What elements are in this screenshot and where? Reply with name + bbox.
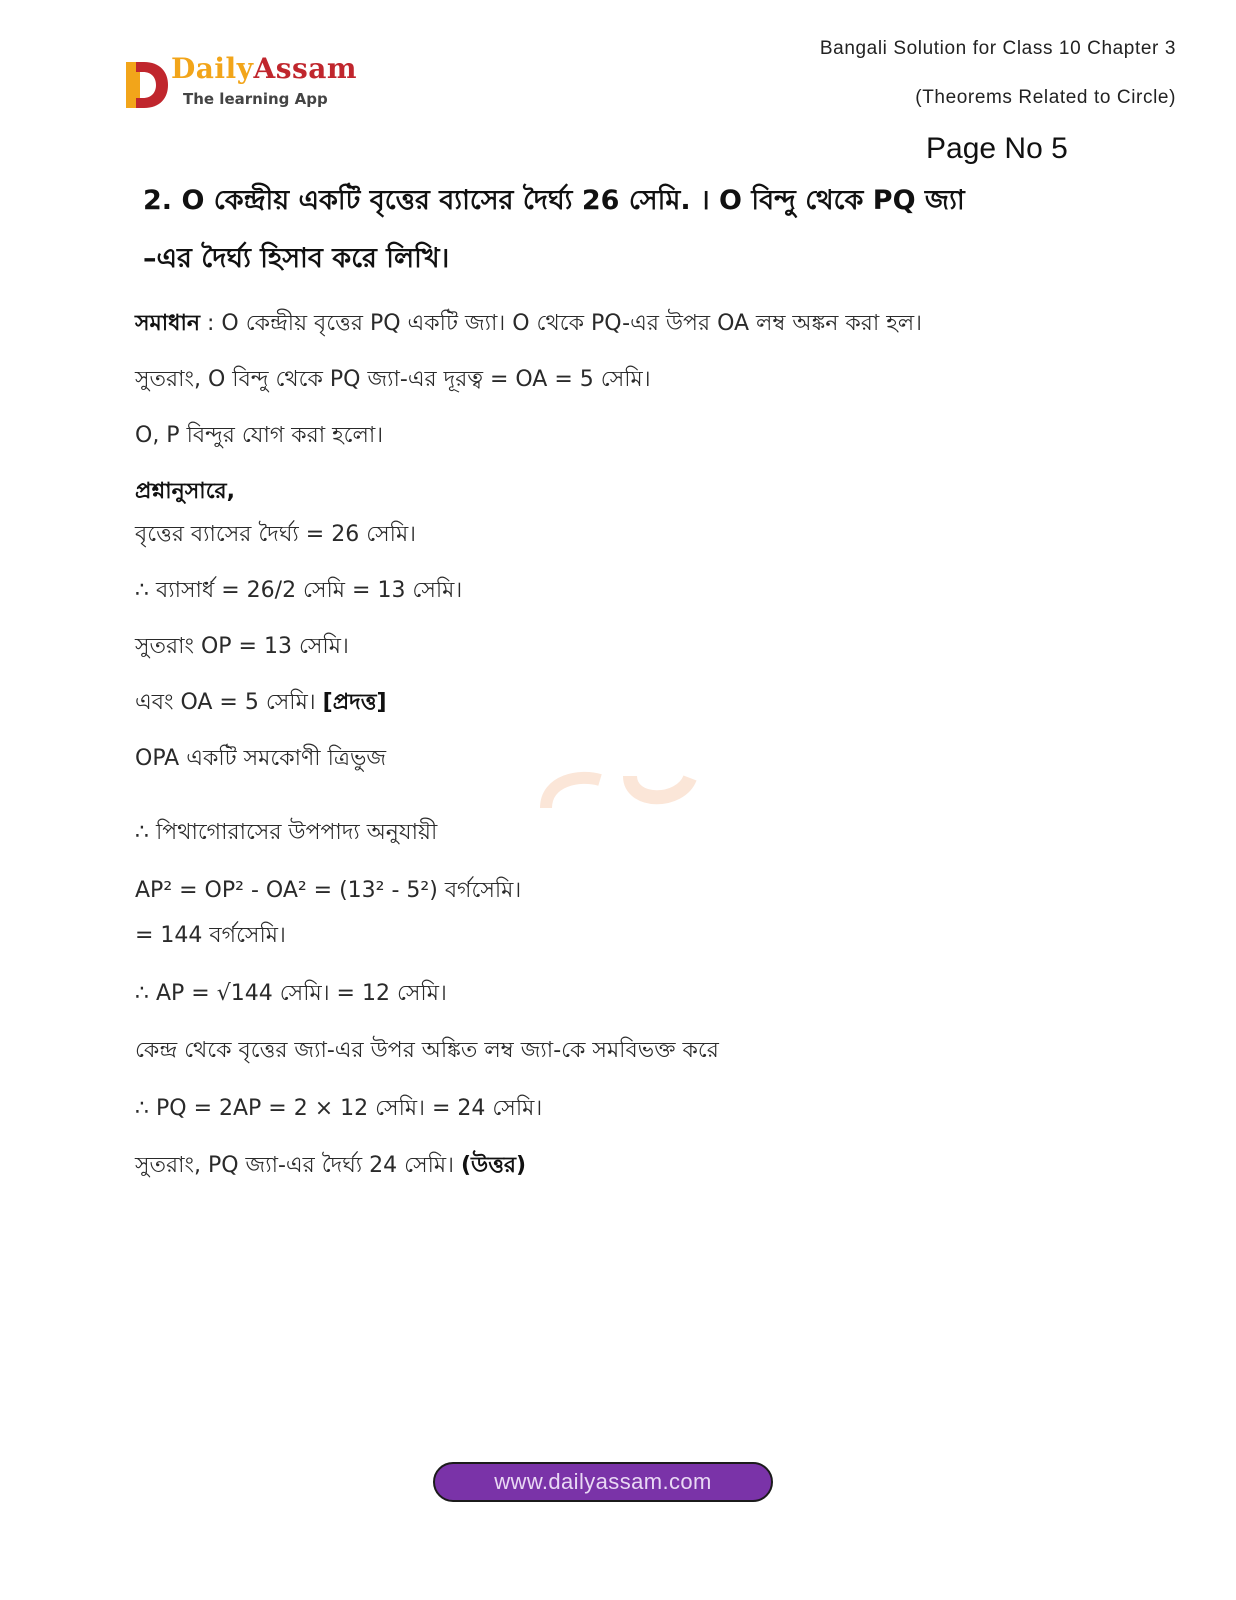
logo-d-icon <box>126 58 170 112</box>
solution-line-13: ∴ AP = √144 সেমি। = 12 সেমি। <box>135 981 447 1006</box>
solution-intro-text: : O কেন্দ্রীয় বৃত্তের PQ একটি জ্যা। O থেকে PQ-এর উপর OA লম্ব অঙ্কন করা হল। <box>199 311 923 336</box>
solution-line-8 <box>135 685 387 722</box>
question-line-1: 2. O কেন্দ্রীয় একটি বৃত্তের ব্যাসের দৈর্ঘ্য 26 সেমি. । O বিন্দু থেকে PQ জ্যা <box>143 185 965 216</box>
given-tag: [প্রদত্ত] <box>322 690 387 715</box>
solution-line-2: সুতরাং, O বিন্দু থেকে PQ জ্যা-এর দূরত্ব = OA = 5 সেমি। <box>135 367 651 392</box>
solution-line-16 <box>135 1148 526 1185</box>
solution-label: সমাধান <box>135 311 200 336</box>
website-link[interactable]: www.dailyassam.com <box>433 1462 773 1502</box>
solution-line-12: = 144 বর্গসেমি। <box>135 923 286 948</box>
solution-line-5: বৃত্তের ব্যাসের দৈর্ঘ্য = 26 সেমি। <box>135 522 417 547</box>
logo-wordmark <box>171 52 357 85</box>
solution-line-9: OPA একটি সমকোণী ত্রিভুজ <box>135 746 387 771</box>
solution-line-11: AP² = OP² - OA² = (13² - 5²) বর্গসেমি। <box>135 878 522 903</box>
question-line-2: –এর দৈর্ঘ্য হিসাব করে লিখি। <box>143 243 450 274</box>
solution-line-16-text: সুতরাং, PQ জ্যা-এর দৈর্ঘ্য 24 সেমি। <box>135 1153 461 1178</box>
solution-heading-text: প্রশ্নানুসারে, <box>135 479 235 504</box>
solution-line-7: সুতরাং OP = 13 সেমি। <box>135 634 349 659</box>
header-chapter: (Theorems Related to Circle) <box>915 87 1176 108</box>
logo-tagline: The learning App <box>183 90 328 108</box>
solution-line-6: ∴ ব্যাসার্ধ = 26/2 সেমি = 13 সেমি। <box>135 578 463 603</box>
logo-word-assam: Assam <box>253 52 357 85</box>
solution-line-8-text: এবং OA = 5 সেমি। <box>135 690 323 715</box>
dailyassam-logo <box>126 52 366 116</box>
solution-line-10: ∴ পিথাগোরাসের উপপাদ্য অনুযায়ী <box>135 820 438 845</box>
logo-word-daily: Daily <box>171 52 254 85</box>
watermark-logo-icon <box>540 770 700 810</box>
page-number: Page No 5 <box>926 132 1068 165</box>
header-subject: Bangali Solution for Class 10 Chapter 3 <box>819 38 1176 59</box>
solution-line-3: O, P বিন্দুর যোগ করা হলো। <box>135 423 384 448</box>
solution-line-15: ∴ PQ = 2AP = 2 × 12 সেমি। = 24 সেমি। <box>135 1096 543 1121</box>
solution-line-14: কেন্দ্র থেকে বৃত্তের জ্যা-এর উপর অঙ্কিত লম্ব জ্যা-কে সমবিভক্ত করে <box>135 1038 719 1063</box>
answer-tag: (উত্তর) <box>461 1153 527 1178</box>
solution-heading <box>135 474 235 511</box>
solution-intro <box>135 306 922 343</box>
